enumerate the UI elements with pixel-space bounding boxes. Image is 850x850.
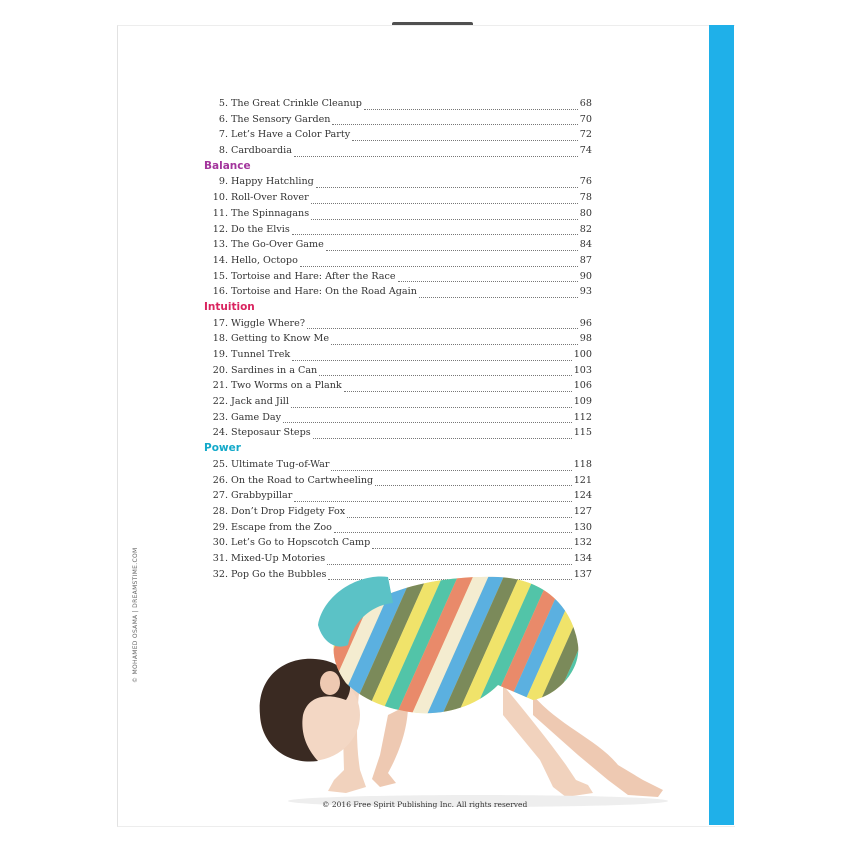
toc-entry-number: 14.	[212, 254, 228, 266]
toc-entry	[204, 425, 592, 441]
toc-entry-number: 16.	[212, 286, 228, 298]
toc-dot-leader	[331, 343, 578, 345]
toc-entry-title: Jack and Jill	[231, 396, 289, 408]
toc-entry	[204, 347, 592, 363]
toc-entry-number: 10.	[212, 192, 228, 204]
toc-entry	[204, 331, 592, 347]
toc-entry	[204, 378, 592, 394]
toc-entry-title: Game Day	[231, 411, 282, 423]
toc-dot-leader	[331, 469, 571, 471]
toc-entry-page: 127	[573, 505, 592, 517]
toc-entry-number: 21.	[212, 380, 228, 392]
toc-entry-page: 103	[573, 364, 592, 376]
toc-entry-page: 132	[573, 537, 592, 549]
toc-entry-page: 109	[573, 396, 592, 408]
toc-entry-page: 78	[579, 192, 592, 204]
toc-entry	[204, 504, 592, 520]
toc-entry-title: Sardines in a Can	[231, 364, 318, 376]
toc-dot-leader	[319, 374, 571, 376]
toc-entry	[204, 394, 592, 410]
toc-entry-page: 70	[579, 113, 592, 125]
toc-entry-page: 96	[579, 317, 592, 329]
toc-entry-page: 100	[573, 349, 592, 360]
toc-entry-number: 18.	[212, 333, 228, 345]
toc-entry-page: 84	[579, 239, 592, 251]
toc-entry-page: 72	[579, 129, 592, 141]
toc-entry-title: Escape from the Zoo	[231, 521, 332, 533]
toc-entry-page: 93	[579, 286, 592, 298]
toc-entry	[204, 96, 592, 112]
toc-dot-leader	[294, 500, 571, 502]
toc-entry-page: 98	[579, 333, 592, 345]
toc-dot-leader	[344, 390, 572, 392]
toc-entry	[204, 206, 592, 222]
toc-entry	[204, 473, 592, 489]
toc-entry	[204, 190, 592, 206]
toc-entry	[204, 222, 592, 238]
toc-entry-page: 121	[573, 474, 592, 486]
toc-entry-page: 80	[579, 207, 592, 219]
toc-entry	[204, 410, 592, 426]
toc-entry-number: 32.	[212, 568, 228, 580]
toc-entry-title: Let’s Have a Color Party	[231, 129, 351, 141]
toc-entry-number: 20.	[212, 364, 228, 376]
toc-entry	[204, 174, 592, 190]
toc-dot-leader	[291, 406, 572, 408]
toc-entry-number: 26.	[212, 474, 228, 486]
toc-entry-page: 74	[579, 145, 592, 157]
toc-group-intuition	[204, 316, 592, 442]
toc-entry-title: Roll-Over Rover	[231, 192, 309, 204]
toc-entry-title: Do the Elvis	[231, 223, 290, 235]
toc-entry-title: Don’t Drop Fidgety Fox	[231, 505, 346, 517]
toc-dot-leader	[311, 202, 578, 204]
toc-entry-page: 68	[579, 98, 592, 109]
toc-entry-page: 134	[573, 552, 592, 564]
toc-entry-page: 87	[579, 254, 592, 266]
toc-entry-number: 8.	[218, 145, 228, 157]
toc-entry-title: Steposaur Steps	[231, 427, 311, 439]
toc-entry-page: 118	[573, 458, 592, 470]
toc-entry	[204, 316, 592, 332]
section-heading-balance: Balance	[204, 159, 251, 172]
toc-dot-leader	[375, 484, 572, 486]
toc-entry	[204, 112, 592, 128]
toc-entry	[204, 143, 592, 159]
toc-entry-title: Tunnel Trek	[231, 349, 291, 360]
toc-dot-leader	[332, 123, 577, 125]
toc-entry-number: 13.	[212, 239, 228, 251]
toddler-downward-dog-icon	[248, 565, 673, 810]
toc-entry-page: 112	[573, 411, 592, 423]
toc-entry	[204, 535, 592, 551]
toc-entry	[204, 284, 592, 300]
toc-entry-title: On the Road to Cartwheeling	[231, 474, 374, 486]
toc-entry-title: The Spinnagans	[231, 207, 310, 219]
toc-group-power	[204, 457, 592, 583]
toc-entry-title: Two Worms on a Plank	[231, 380, 342, 392]
toc-entry-number: 19.	[212, 349, 228, 360]
toc-entry-number: 6.	[218, 113, 228, 125]
toc-entry-number: 24.	[212, 427, 228, 439]
toc-entry-number: 12.	[212, 223, 228, 235]
toc-entry-number: 22.	[212, 396, 228, 408]
toc-entry-number: 29.	[212, 521, 228, 533]
toc-entry-number: 23.	[212, 411, 228, 423]
toc-dot-leader	[283, 421, 572, 423]
toc-entry	[204, 457, 592, 473]
toc-entry-number: 5.	[218, 98, 228, 109]
toc-entry	[204, 127, 592, 143]
toc-entry-page: 130	[573, 521, 592, 533]
toc-entry-number: 9.	[218, 176, 228, 188]
toc-entry-title: The Sensory Garden	[231, 113, 331, 125]
toc-entry	[204, 253, 592, 269]
toc-entry-number: 11.	[212, 207, 228, 219]
toc-dot-leader	[313, 437, 572, 439]
toc-dot-leader	[292, 359, 571, 361]
toc-entry-title: Ultimate Tug-of-War	[231, 458, 330, 470]
toc-entry-page: 82	[579, 223, 592, 235]
toc-entry-title: Cardboardia	[231, 145, 292, 157]
toc-entry-page: 90	[579, 270, 592, 282]
toc-entry-page: 115	[573, 427, 592, 439]
toc-dot-leader	[334, 531, 572, 533]
toc-entry-title: Grabbypillar	[231, 490, 293, 502]
toc-dot-leader	[347, 516, 572, 518]
toc-entry-number: 28.	[212, 505, 228, 517]
toc-entry-title: Let’s Go to Hopscotch Camp	[231, 537, 371, 549]
toc-entry-title: The Go-Over Game	[231, 239, 324, 251]
toc-dot-leader	[292, 233, 578, 235]
toc-entry-number: 17.	[212, 317, 228, 329]
toc-dot-leader	[398, 280, 578, 282]
toc-entry-page: 137	[573, 568, 592, 580]
toc-entry	[204, 269, 592, 285]
copyright-notice: © 2016 Free Spirit Publishing Inc. All rights reserved	[322, 800, 528, 809]
toc-entry-title: Hello, Octopo	[231, 254, 298, 266]
toc-dot-leader	[372, 547, 571, 549]
toc-dot-leader	[300, 265, 578, 267]
toc-entry-number: 30.	[212, 537, 228, 549]
toc-entry	[204, 520, 592, 536]
toc-entry-title: Happy Hatchling	[231, 176, 314, 188]
toc-entry-number: 15.	[212, 270, 228, 282]
toc-entry	[204, 363, 592, 379]
photo-credit: © MOHAMED OSAMA | DREAMSTIME.COM	[132, 547, 139, 683]
toc-entry-number: 7.	[218, 129, 228, 141]
toc-entry-title: Tortoise and Hare: On the Road Again	[231, 286, 417, 298]
toc-entry-number: 31.	[212, 552, 228, 564]
toc-group-senses	[204, 96, 592, 159]
toc-entry-page: 124	[573, 490, 592, 502]
toc-entry-number: 27.	[212, 490, 228, 502]
toc-entry-number: 25.	[212, 458, 228, 470]
section-heading-intuition: Intuition	[204, 300, 255, 313]
toc-entry-title: Pop Go the Bubbles	[231, 568, 327, 580]
toc-dot-leader	[419, 296, 578, 298]
toc-entry	[204, 237, 592, 253]
toc-dot-leader	[352, 139, 578, 141]
toc-entry-page: 106	[573, 380, 592, 392]
toc-entry-page: 76	[579, 176, 592, 188]
section-heading-power: Power	[204, 442, 241, 455]
toc-entry	[204, 488, 592, 504]
toc-entry-title: Tortoise and Hare: After the Race	[231, 270, 396, 282]
table-of-contents	[204, 96, 592, 582]
toc-dot-leader	[311, 218, 578, 220]
page-edge-stripe	[709, 25, 734, 825]
toc-entry-title: Mixed-Up Motories	[231, 552, 326, 564]
toc-dot-leader	[307, 327, 578, 329]
toc-dot-leader	[316, 186, 578, 188]
toc-entry-title: Getting to Know Me	[231, 333, 330, 345]
toc-dot-leader	[364, 108, 578, 110]
toc-entry-title: Wiggle Where?	[231, 317, 305, 329]
toc-entry-title: The Great Crinkle Cleanup	[231, 98, 362, 109]
toc-dot-leader	[326, 249, 578, 251]
toc-group-balance	[204, 174, 592, 300]
toc-dot-leader	[294, 155, 578, 157]
